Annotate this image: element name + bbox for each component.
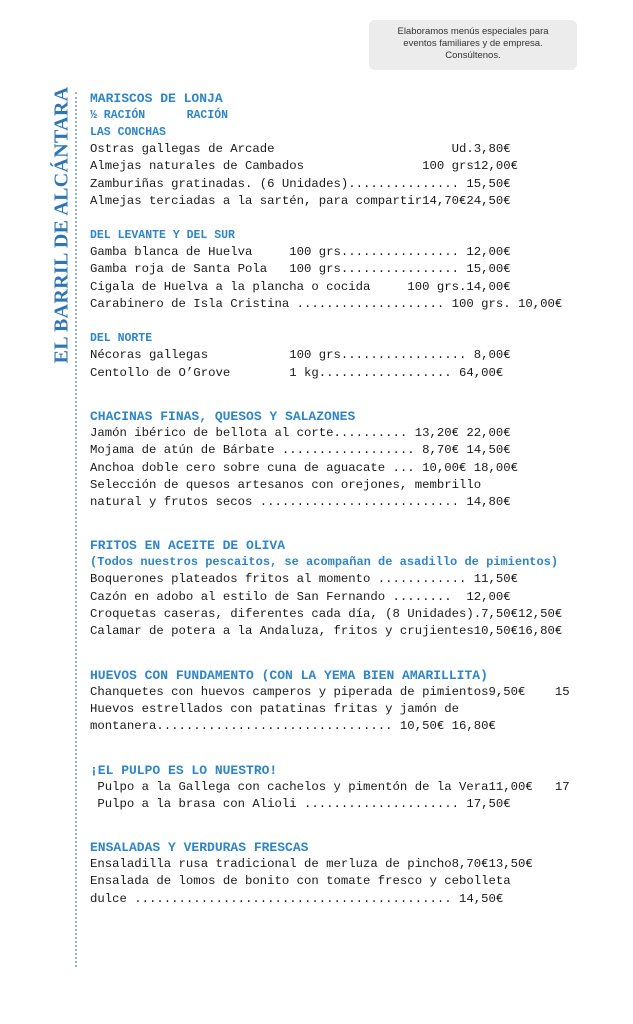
menu-item: Carabinero de Isla Cristina .................... 100 grs. 10,00€	[90, 297, 563, 312]
menu-item: Gamba blanca de Huelva 100 grs................ 12,00€	[90, 245, 511, 260]
section-title: CHACINAS FINAS, QUESOS Y SALAZONES	[90, 408, 356, 424]
menu-item: Ensaladilla rusa tradicional de merluza de pincho8,70€13,50€	[90, 857, 533, 872]
menu-item: Mojama de atún de Bárbate .................. 8,70€ 14,50€	[90, 443, 511, 458]
section-title: MARISCOS DE LONJA	[90, 91, 223, 106]
notice-line-2: eventos familiares y de empresa.	[403, 38, 543, 49]
subsection-title-conchas: LAS CONCHAS	[90, 126, 166, 139]
menu-item: Cigala de Huelva a la plancha o cocida 100 grs.14,00€	[90, 279, 511, 294]
notice-line-3: Consúltenos.	[445, 50, 501, 61]
menu-item: Pulpo a la Gallega con cachelos y pimentón de la Vera11,00€ 17	[90, 779, 570, 794]
section-mariscos	[90, 90, 633, 382]
section-ensaladas	[90, 839, 633, 908]
restaurant-brand	[48, 86, 76, 364]
menu-item: Huevos estrellados con patatinas fritas y jamón de	[90, 701, 459, 716]
menu-item: Almejas terciadas a la sartén, para compartir14,70€24,50€	[90, 193, 511, 208]
special-menus-notice	[369, 20, 577, 70]
menu-item: Anchoa doble cero sobre cuna de aguacate ... 10,00€ 18,00€	[90, 460, 519, 475]
section-huevos	[90, 667, 633, 736]
menu-item: Almejas naturales de Cambados 100 grs12,00€	[90, 159, 519, 174]
menu-item: dulce ........................................... 14,50€	[90, 891, 504, 906]
menu-item: Zamburiñas gratinadas. (6 Unidades)............... 15,50€	[90, 176, 511, 191]
notice-line-1: Elaboramos menús especiales para	[397, 26, 549, 37]
menu-item: montanera................................ 10,50€ 16,80€	[90, 719, 496, 734]
subsection-title-levante: DEL LEVANTE Y DEL SUR	[90, 229, 235, 243]
menu-item: Nécoras gallegas 100 grs................. 8,00€	[90, 348, 511, 363]
section-title: ENSALADAS Y VERDURAS FRESCAS	[90, 840, 309, 856]
menu-item: Calamar de potera a la Andaluza, fritos y crujientes10,50€16,80€	[90, 624, 563, 639]
section-title: ¡EL PULPO ES LO NUESTRO!	[90, 762, 278, 778]
menu-item: Chanquetes con huevos camperos y piperada de pimientos9,50€ 15	[90, 684, 570, 699]
menu-content	[90, 90, 633, 908]
menu-item: natural y frutos secos ........................... 14,80€	[90, 495, 511, 510]
menu-item: Centollo de O’Grove 1 kg.................. 64,00€	[90, 365, 504, 380]
section-pulpo	[90, 762, 633, 814]
menu-item: Jamón ibérico de bellota al corte.......... 13,20€ 22,00€	[90, 425, 511, 440]
menu-item: Pulpo a la brasa con Alioli ..................... 17,50€	[90, 796, 511, 811]
menu-item: Ostras gallegas de Arcade Ud.3,80€	[90, 142, 511, 156]
section-title: HUEVOS CON FUNDAMENTO (CON LA YEMA BIEN AMARILLITA)	[90, 667, 488, 683]
subsection-title-norte: DEL NORTE	[90, 332, 153, 346]
section-title: FRITOS EN ACEITE DE OLIVA	[90, 538, 286, 554]
section-note: (Todos nuestros pescaitos, se acompañan de asadillo de pimientos)	[90, 555, 559, 570]
menu-item: Boquerones plateados fritos al momento ............ 11,50€	[90, 572, 519, 587]
menu-item: Selección de quesos artesanos con orejones, membrillo	[90, 477, 482, 492]
menu-item: Croquetas caseras, diferentes cada día, (8 Unidades).7,50€12,50€	[90, 607, 563, 622]
section-fritos	[90, 537, 633, 640]
menu-item: Cazón en adobo al estilo de San Fernando ........ 12,00€	[90, 589, 511, 604]
vertical-dotted-divider	[75, 92, 77, 967]
brand-name: EL BARRIL DE ALCÁNTARA	[50, 86, 73, 364]
menu-item: Gamba roja de Santa Pola 100 grs................ 15,00€	[90, 262, 511, 277]
section-chacinas	[90, 408, 633, 511]
portion-headers: ½ RACIÓN RACIÓN	[90, 109, 229, 122]
menu-item: Ensalada de lomos de bonito con tomate fresco y cebolleta	[90, 874, 511, 889]
